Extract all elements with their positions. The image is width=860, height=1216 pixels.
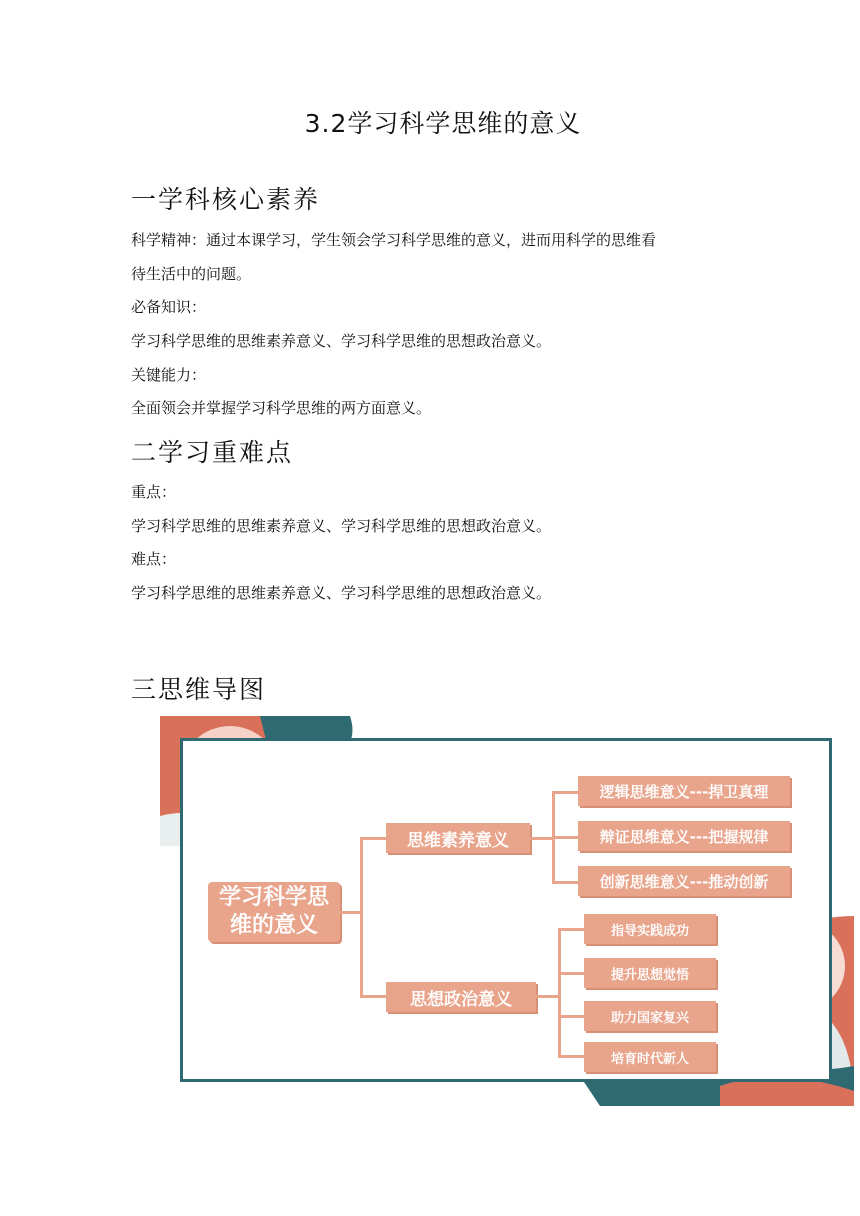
paragraph-line: 学习科学思维的思维素养意义、学习科学思维的思想政治意义。 <box>131 517 552 535</box>
paragraph-line: 学习科学思维的思维素养意义、学习科学思维的思想政治意义。 <box>131 584 552 602</box>
leaf-node-logic: 逻辑思维意义---捍卫真理 <box>578 776 790 806</box>
connector <box>536 995 558 998</box>
mind-map-figure <box>160 716 854 1106</box>
branch-node-thinking-literacy: 思维素养意义 <box>386 823 530 853</box>
leaf-node-guide-practice: 指导实践成功 <box>584 914 716 944</box>
connector <box>530 837 552 840</box>
leaf-node-raise-awareness: 提升思想觉悟 <box>584 958 716 988</box>
connector <box>558 1015 584 1018</box>
paragraph-line: 重点： <box>131 483 177 501</box>
leaf-node-new-generation: 培育时代新人 <box>584 1042 716 1072</box>
connector <box>558 972 584 975</box>
connector <box>360 995 386 998</box>
connector <box>340 911 362 914</box>
connector <box>558 1055 584 1058</box>
paragraph-line: 科学精神：通过本课学习，学生领会学习科学思维的意义，进而用科学的思维看 <box>131 231 657 249</box>
connector <box>360 837 363 997</box>
leaf-node-dialectic: 辩证思维意义---把握规律 <box>578 821 790 851</box>
connector <box>558 928 561 1056</box>
connector <box>552 881 578 884</box>
connector <box>552 836 578 839</box>
page-title: 3.2学习科学思维的意义 <box>304 109 582 138</box>
mind-map-root-node: 学习科学思 维的意义 <box>208 882 340 942</box>
paragraph-line: 难点： <box>131 550 177 568</box>
section-heading-key-points: 二学习重难点 <box>131 438 294 467</box>
connector <box>552 791 578 794</box>
paragraph-line: 待生活中的问题。 <box>131 265 252 283</box>
section-heading-mind-map: 三思维导图 <box>131 675 267 704</box>
paragraph-line: 必备知识： <box>131 298 207 316</box>
paragraph-line: 学习科学思维的思维素养意义、学习科学思维的思想政治意义。 <box>131 332 552 350</box>
branch-node-ideology-politics: 思想政治意义 <box>386 982 536 1012</box>
section-heading-core-literacy: 一学科核心素养 <box>131 185 321 214</box>
leaf-node-innovation: 创新思维意义---推动创新 <box>578 866 790 896</box>
paragraph-line: 关键能力： <box>131 366 207 384</box>
connector <box>558 928 584 931</box>
leaf-node-national-rejuvenation: 助力国家复兴 <box>584 1001 716 1031</box>
paragraph-line: 全面领会并掌握学习科学思维的两方面意义。 <box>131 399 432 417</box>
connector <box>360 837 386 840</box>
